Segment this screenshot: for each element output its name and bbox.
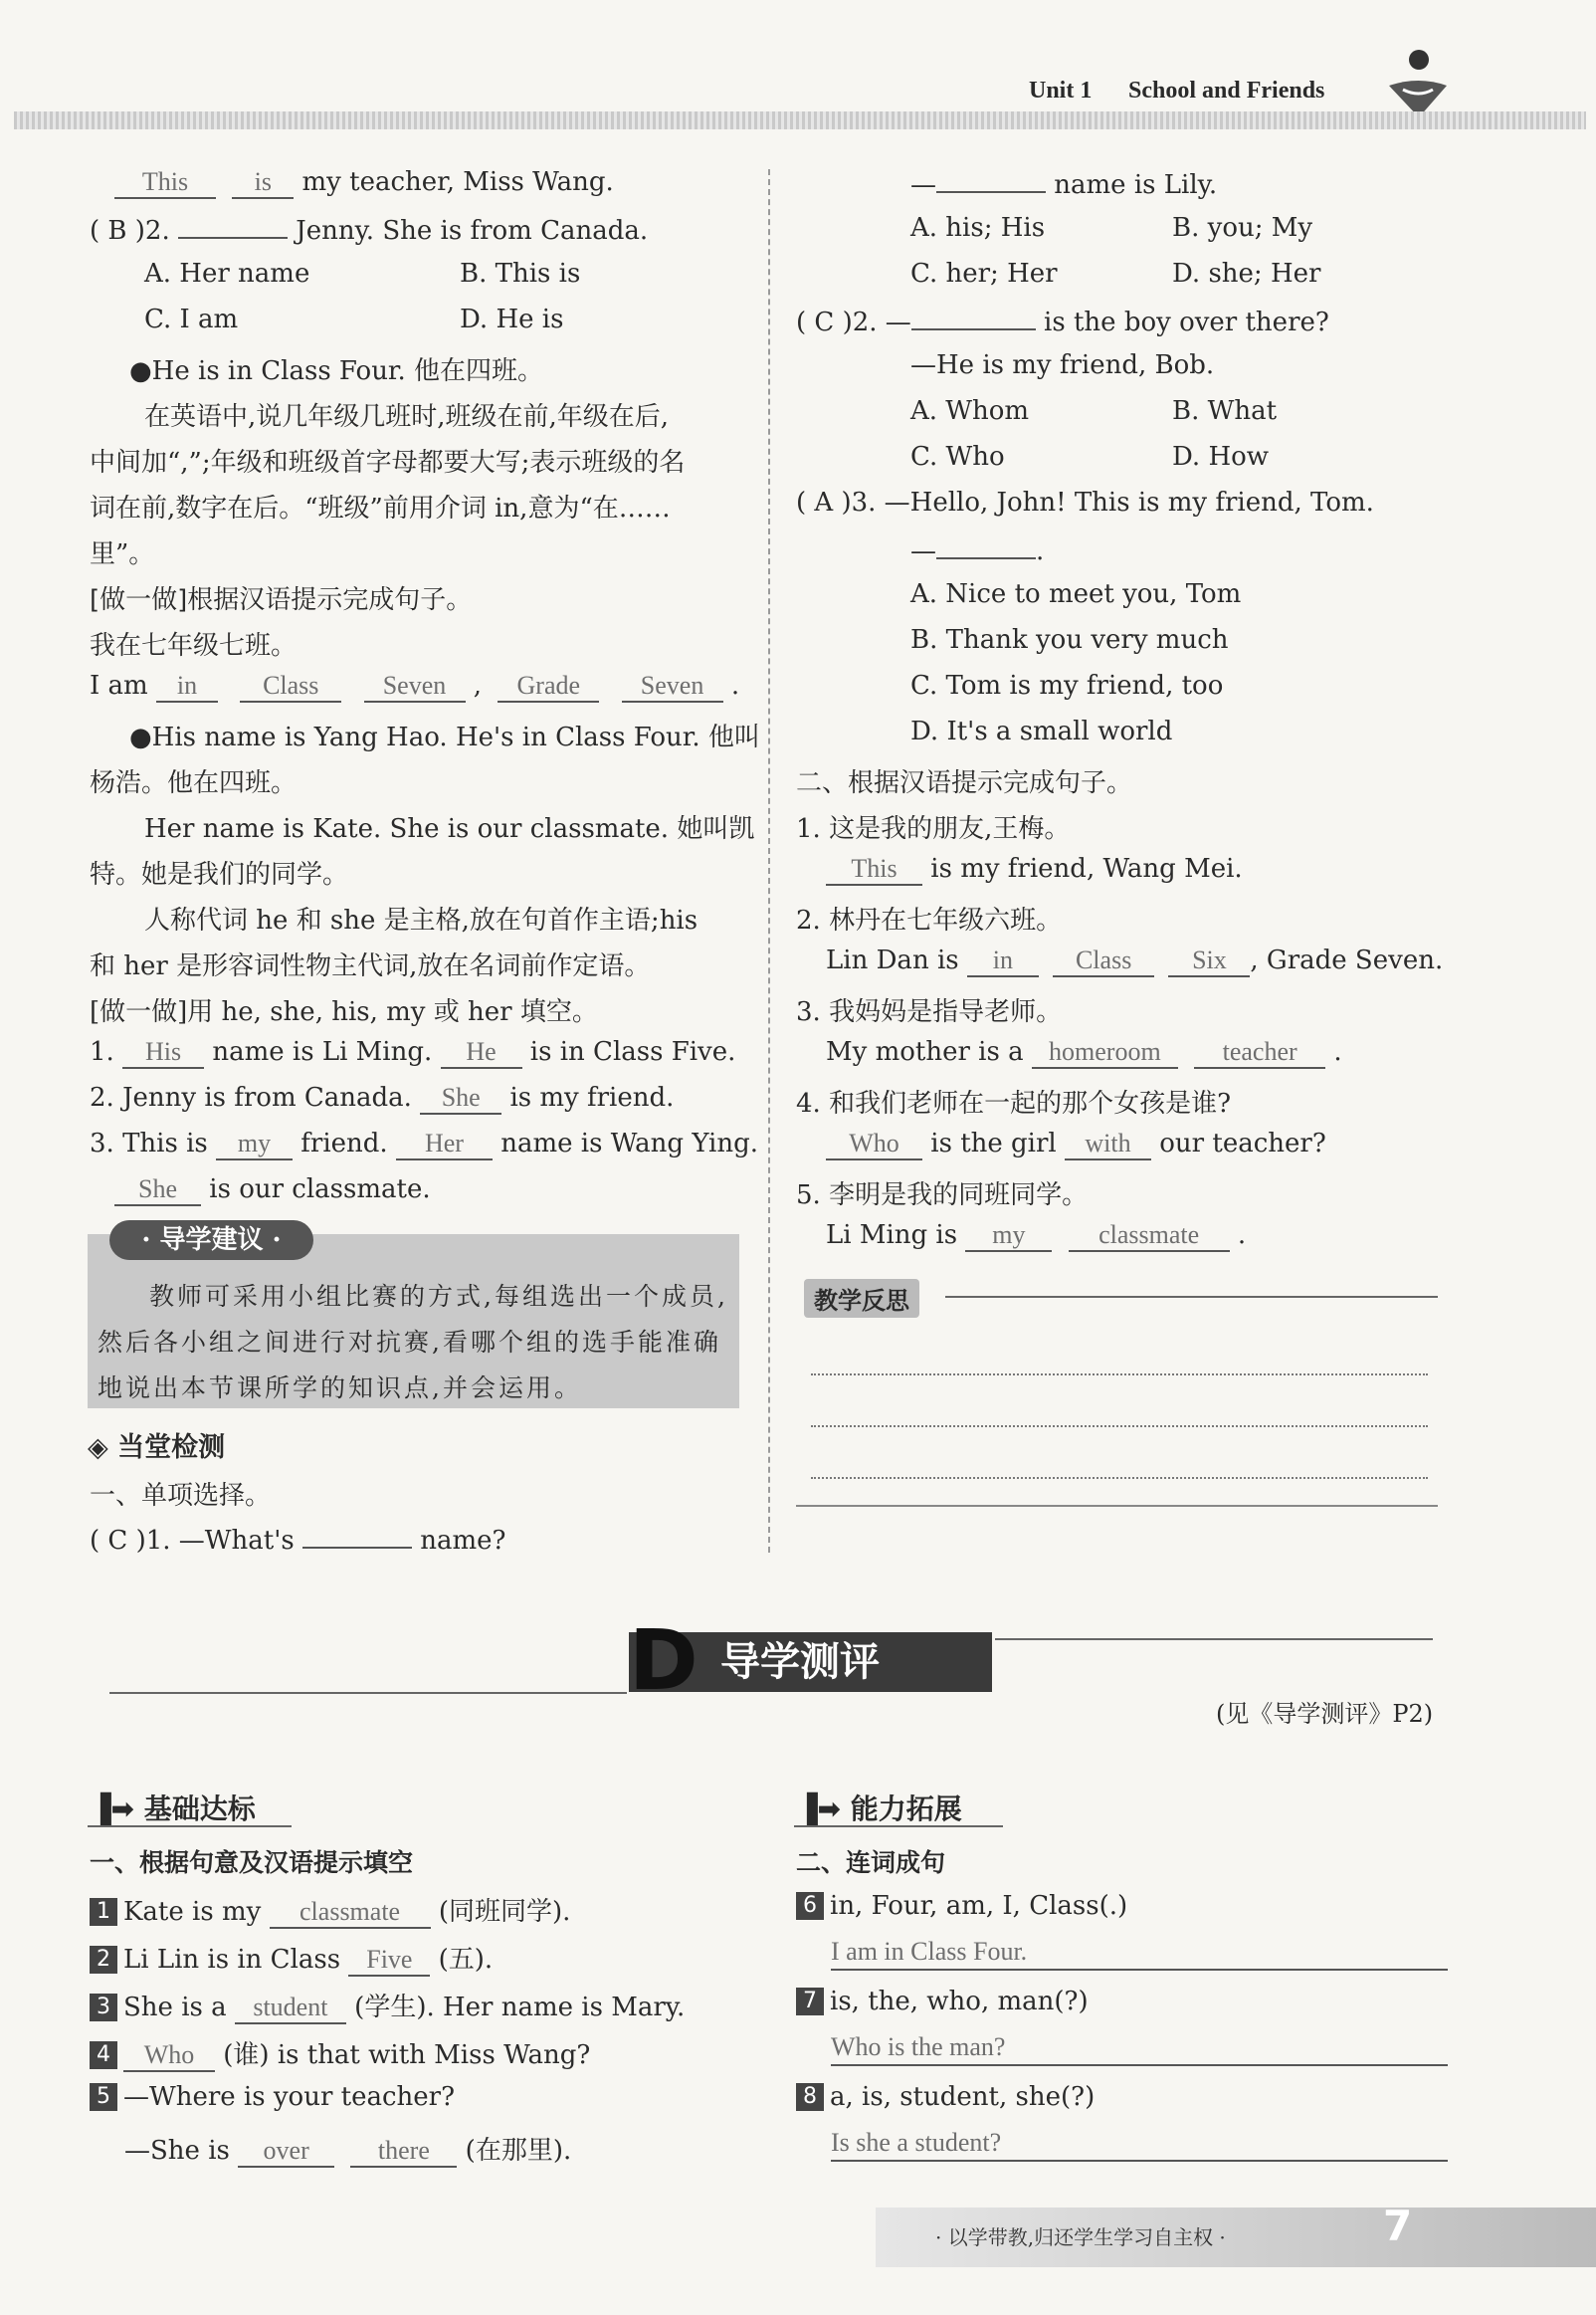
answer-line: [826, 946, 1443, 977]
exercise-3: [90, 1129, 758, 1160]
explain-text: 里”。: [90, 539, 155, 569]
answer: there: [350, 2136, 457, 2168]
answer-line: [826, 1129, 1326, 1160]
text: is the boy over there?: [1044, 308, 1329, 337]
point-text: 杨浩。他在四班。: [90, 768, 298, 798]
blank: [936, 167, 1046, 193]
answer: teacher: [1194, 1037, 1325, 1069]
ext-answer-7: Who is the man?: [831, 2032, 1006, 2061]
text: in, Four, am, I, Class(.): [830, 1891, 1128, 1921]
answer: Class: [240, 671, 341, 703]
item-number: 7: [796, 1988, 824, 2015]
exercise-3b: [114, 1174, 431, 1206]
option: B. This is: [460, 259, 581, 289]
ext-title: [796, 1788, 962, 1827]
dotted-line: [811, 1477, 1428, 1479]
text: ( C )1. —What's: [90, 1526, 295, 1556]
text: (同班同学).: [438, 1897, 571, 1927]
basic-title: [90, 1788, 256, 1827]
text: (学生). Her name is Mary.: [354, 1993, 686, 2022]
item-number: 4: [90, 2041, 117, 2069]
text: a, is, student, she(?): [830, 2082, 1096, 2112]
text: Lin Dan is: [826, 946, 959, 975]
dotted-line: [811, 1373, 1428, 1375]
answer-line: My mother is a homeroom teacher .: [826, 1037, 1342, 1067]
cn-prompt: 5. 李明是我的同班同学。: [796, 1180, 1089, 1210]
answer: in: [967, 946, 1039, 977]
tip-text: 教师可采用小组比赛的方式,每组选出一个成员,然后各小组之间进行对抗赛,看哪个组的选手能准确地说出本节课所学的知识点,并会运用。: [98, 1282, 728, 1402]
answer-line: [826, 854, 1243, 886]
example-text: 特。她是我们的同学。: [90, 860, 349, 890]
text: name?: [420, 1526, 506, 1556]
text: is my friend.: [509, 1083, 675, 1113]
answer-line: [831, 2064, 1448, 2066]
point-text: ●His name is Yang Hao. He's in Class Four. 他叫: [129, 723, 760, 752]
section-d-title: 导学测评: [720, 1638, 880, 1685]
question-mark: ( B )2.: [90, 216, 170, 246]
ext-title-text: 能力拓展: [850, 1792, 962, 1825]
exercise-2: [90, 1083, 674, 1115]
explain-text: 和 her 是形容词性物主代词,放在名词前作定语。: [90, 951, 651, 981]
cn-prompt: 4. 和我们老师在一起的那个女孩是谁?: [796, 1089, 1232, 1119]
basic-underline: [88, 1825, 292, 1827]
answer: is: [232, 167, 294, 199]
answer: This: [114, 167, 216, 199]
option: C. I am: [144, 305, 239, 334]
text: our teacher?: [1159, 1129, 1326, 1158]
ext-sub: 二、连词成句: [796, 1848, 946, 1877]
text: is my friend, Wang Mei.: [930, 854, 1243, 884]
answer: He: [441, 1037, 522, 1069]
section-1-title: 一、单项选择。: [90, 1481, 272, 1511]
text: ( C )2. —: [796, 308, 911, 337]
option: B. you; My: [1172, 213, 1313, 243]
text: friend.: [300, 1129, 388, 1158]
reflect-bottom: [796, 1505, 1438, 1507]
option: A. his; His: [910, 213, 1046, 243]
basic-item-5: [90, 2082, 455, 2112]
explain-text: 人称代词 he 和 she 是主格,放在句首作主语;his: [144, 906, 698, 936]
question-c1: [90, 1523, 505, 1556]
item-number: 3: [90, 1994, 117, 2021]
answer: Six: [1168, 946, 1250, 977]
answer: Seven: [364, 671, 466, 703]
text: —: [910, 170, 936, 200]
item-number: 2: [90, 1946, 117, 1974]
section-d-ref: (见《导学测评》P2): [1216, 1700, 1434, 1728]
dialog-line: —He is my friend, Bob.: [910, 350, 1215, 380]
do-it-label: [做一做]根据汉语提示完成句子。: [90, 585, 473, 615]
text: Li Lin is in Class: [123, 1945, 341, 1975]
item-number: 5: [90, 2083, 117, 2111]
cn-prompt: 2. 林丹在七年级六班。: [796, 906, 1063, 936]
answer: She: [114, 1174, 201, 1206]
option: D. He is: [460, 305, 564, 334]
answer: with: [1065, 1129, 1151, 1160]
answer-line: Li Ming is my classmate .: [826, 1220, 1247, 1250]
basic-item-3: [90, 1987, 685, 2024]
text: I am: [90, 671, 148, 701]
text: is the girl: [930, 1129, 1057, 1158]
line-example: [114, 167, 614, 199]
ext-item-8: [796, 2082, 1095, 2112]
basic-item-2: [90, 1939, 493, 1977]
option: B. What: [1172, 396, 1278, 426]
dotted-line: [811, 1425, 1428, 1427]
exercise-1: [90, 1037, 735, 1069]
answer-line: [831, 1969, 1448, 1971]
ext-answer-6: I am in Class Four.: [831, 1937, 1028, 1966]
basic-item-5b: [124, 2130, 571, 2168]
answer: over: [238, 2136, 334, 2168]
answer: my: [965, 1220, 1052, 1252]
do1-answer-line: I am in Class Seven , Grade Seven .: [90, 671, 740, 701]
page-number: 7: [1383, 2202, 1413, 2250]
point-text: ●He is in Class Four. 他在四班。: [129, 356, 544, 386]
explain-text: 在英语中,说几年级几班时,班级在前,年级在后,: [144, 402, 670, 432]
dialog-line: — .: [910, 533, 1044, 566]
diamond-icon: ◈: [88, 1432, 108, 1463]
header-title: School and Friends: [1128, 78, 1325, 104]
header-bar: [14, 111, 1586, 129]
item-number: 8: [796, 2083, 824, 2111]
answer: Five: [348, 1945, 430, 1977]
answer: Class: [1053, 946, 1154, 977]
option: B. Thank you very much: [910, 625, 1229, 655]
answer: homeroom: [1032, 1037, 1178, 1069]
answer: Grade: [498, 671, 599, 703]
blank: [936, 533, 1036, 559]
section-d-line-right: [995, 1638, 1433, 1640]
text: is, the, who, man(?): [830, 1987, 1089, 2016]
option: C. Tom is my friend, too: [910, 671, 1224, 701]
do-it-label: [做一做]用 he, she, his, my 或 her 填空。: [90, 997, 598, 1027]
answer: Seven: [622, 671, 723, 703]
footer-slogan: · 以学带教,归还学生学习自主权 ·: [935, 2225, 1226, 2249]
answer: Who: [123, 2040, 215, 2072]
ext-item-6: [796, 1891, 1127, 1921]
answer: my: [216, 1129, 293, 1160]
right-line-0: [910, 167, 1217, 200]
text: name is Lily.: [1054, 170, 1218, 200]
text: is our classmate.: [209, 1174, 431, 1204]
text: 2. Jenny is from Canada.: [90, 1083, 412, 1113]
answer: Her: [396, 1129, 493, 1160]
arrow-icon: ▐➡: [90, 1792, 134, 1825]
item-number: 6: [796, 1892, 824, 1920]
option: D. It's a small world: [910, 717, 1173, 746]
reflect-line: [945, 1296, 1438, 1298]
cn-prompt: 3. 我妈妈是指导老师。: [796, 997, 1063, 1027]
question-r3: ( A )3. —Hello, John! This is my friend, Tom.: [796, 488, 1374, 518]
reflect-title: 教学反思: [804, 1279, 919, 1318]
text: —Where is your teacher?: [123, 2082, 456, 2112]
option: A. Nice to meet you, Tom: [910, 579, 1242, 609]
question-2: [90, 213, 648, 246]
blank: [302, 1523, 412, 1549]
option: C. Who: [910, 442, 1005, 472]
text: —: [910, 536, 936, 566]
text: name is Wang Ying.: [500, 1129, 759, 1158]
answer: classmate: [1069, 1220, 1230, 1252]
text: is in Class Five.: [529, 1037, 736, 1067]
cn-prompt: 我在七年级七班。: [90, 631, 298, 661]
text: —She is: [124, 2136, 230, 2166]
answer: This: [826, 854, 922, 886]
ext-item-7: [796, 1987, 1089, 2016]
option: D. she; Her: [1172, 259, 1321, 289]
cn-prompt: 1. 这是我的朋友,王梅。: [796, 814, 1071, 844]
text: Li Ming is: [826, 1220, 958, 1250]
answer: student: [235, 1993, 346, 2024]
text: She is a: [123, 1993, 227, 2022]
option: D. How: [1172, 442, 1270, 472]
question-r2: [796, 305, 1329, 337]
header-unit: Unit 1: [1029, 78, 1093, 104]
basic-title-text: 基础达标: [143, 1792, 256, 1825]
text: (在那里).: [465, 2136, 572, 2166]
tip-title: · 导学建议 ·: [109, 1220, 313, 1260]
section-d-line-left: [109, 1692, 627, 1694]
ext-answer-8: Is she a student?: [831, 2128, 1002, 2157]
ext-underline: [794, 1825, 1003, 1827]
blank: [911, 305, 1036, 330]
item-number: 1: [90, 1898, 117, 1926]
answer: His: [122, 1037, 204, 1069]
option: C. her; Her: [910, 259, 1058, 289]
answer: in: [156, 671, 218, 703]
section-2-title: 二、根据汉语提示完成句子。: [796, 768, 1133, 798]
check-title: [88, 1425, 225, 1464]
basic-item-4: [90, 2034, 590, 2072]
explain-text: 词在前,数字在后。“班级”前用介词 in,意为“在……: [90, 494, 671, 524]
text: (五).: [438, 1945, 494, 1975]
answer: classmate: [270, 1897, 431, 1929]
answer-line: [831, 2160, 1448, 2162]
section-d-letter: D: [629, 1611, 698, 1709]
basic-item-1: [90, 1891, 570, 1929]
option: A. Her name: [144, 259, 310, 289]
blank: [178, 213, 288, 239]
column-divider: [768, 169, 770, 1553]
text: name is Li Ming.: [212, 1037, 433, 1067]
text: 3. This is: [90, 1129, 208, 1158]
text: my teacher, Miss Wang.: [301, 167, 614, 197]
explain-text: 中间加“,”;年级和班级首字母都要大写;表示班级的名: [90, 448, 686, 478]
text: Jenny. She is from Canada.: [296, 216, 649, 246]
text: My mother is a: [826, 1037, 1024, 1067]
text: Kate is my: [123, 1897, 262, 1927]
text: (谁) is that with Miss Wang?: [223, 2040, 591, 2070]
text: , Grade Seven.: [1250, 946, 1444, 975]
example-text: Her name is Kate. She is our classmate. 她叫凯: [144, 814, 755, 844]
answer: Who: [826, 1129, 922, 1160]
text: 1.: [90, 1037, 114, 1067]
option: A. Whom: [910, 396, 1030, 426]
answer: She: [420, 1083, 501, 1115]
basic-sub: 一、根据句意及汉语提示填空: [90, 1848, 414, 1877]
check-title-text: 当堂检测: [117, 1432, 226, 1463]
arrow-icon: ▐➡: [796, 1792, 841, 1825]
